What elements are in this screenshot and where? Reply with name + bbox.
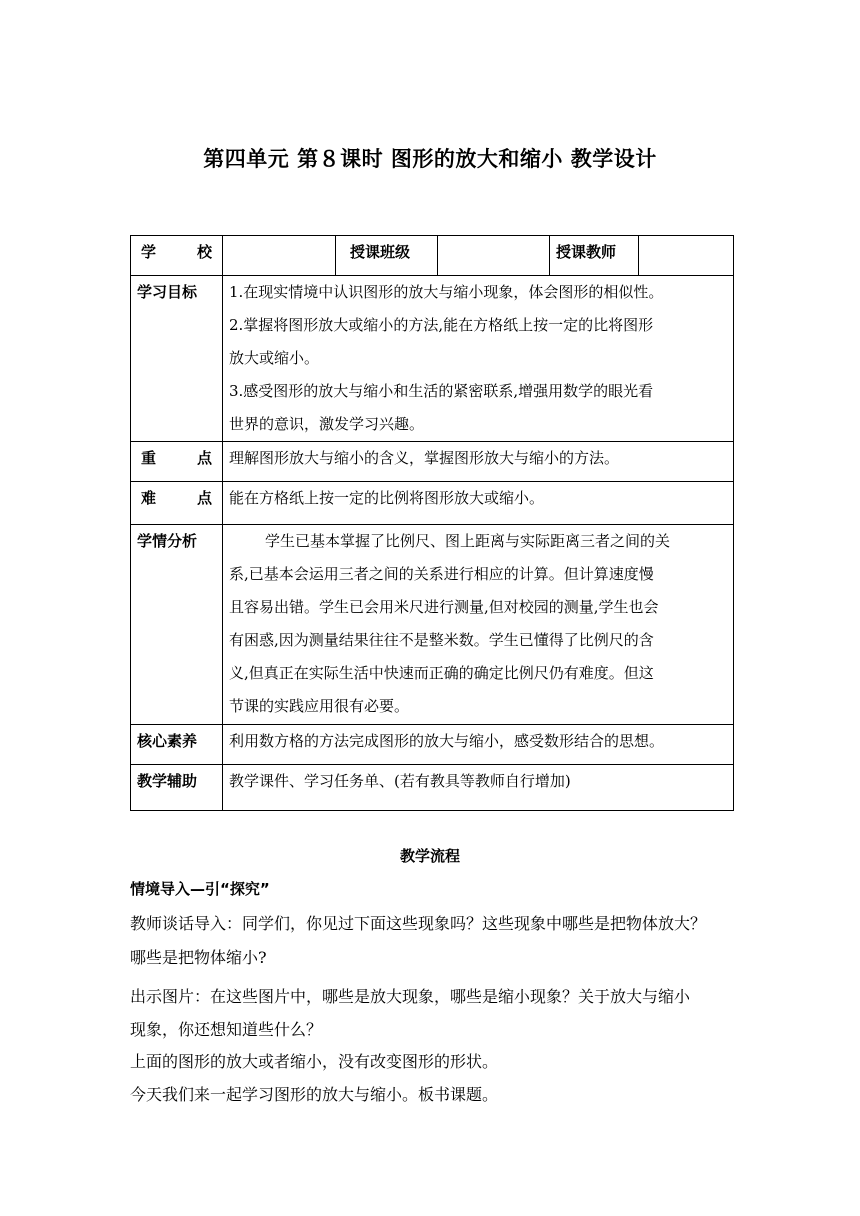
class-value-cell[interactable] [438, 236, 550, 276]
analysis-line: 且容易出错。学生已会用米尺进行测量,但对校园的测量,学生也会 [229, 598, 659, 616]
analysis-cell [223, 525, 734, 725]
row-objectives [131, 276, 734, 442]
flow-paragraph-line: 出示图片：在这些图片中，哪些是放大现象，哪些是缩小现象？关于放大与缩小 [130, 987, 691, 1006]
school-label-cell [131, 236, 223, 276]
lesson-info-table [130, 235, 734, 811]
objective-line: 2.掌握将图形放大或缩小的方法,能在方格纸上按一定的比将图形 [229, 316, 654, 334]
flow-paragraph-line: 上面的图形的放大或者缩小，没有改变图形的形状。 [130, 1052, 499, 1071]
objective-line: 1.在现实情境中认识图形的放大与缩小现象，体会图形的相似性。 [229, 283, 664, 301]
flow-paragraph-line: 现象，你还想知道些什么？ [130, 1020, 323, 1039]
analysis-line: 系,已基本会运用三者之间的关系进行相应的计算。但计算速度慢 [229, 565, 654, 583]
row-core-literacy [131, 725, 734, 765]
row-basic-info [131, 236, 734, 276]
objective-line: 3.感受图形的放大与缩小和生活的紧密联系,增强用数学的眼光看 [229, 382, 654, 400]
aids-label-cell: 教学辅助 [131, 765, 223, 811]
class-label-cell: 授课班级 [336, 236, 438, 276]
key-point-char-1: 重 [141, 449, 157, 467]
flow-paragraph-line: 教师谈话导入：同学们，你见过下面这些现象吗？这些现象中哪些是把物体放大？ [130, 914, 707, 933]
row-teaching-aids [131, 765, 734, 811]
key-point-label-cell [131, 442, 223, 482]
key-point-char-2: 点 [196, 449, 212, 467]
difficulty-char-1: 难 [141, 489, 157, 507]
teacher-value-cell[interactable] [639, 236, 734, 276]
row-key-point [131, 442, 734, 482]
core-cell: 利用数方格的方法完成图形的放大与缩小，感受数形结合的思想。 [223, 725, 734, 765]
aids-cell: 教学课件、学习任务单、(若有教具等教师自行增加) [223, 765, 734, 811]
analysis-line: 学生已基本掌握了比例尺、图上距离与实际距离三者之间的关 [265, 532, 671, 550]
analysis-line: 义,但真正在实际生活中快速而正确的确定比例尺仍有难度。但这 [229, 664, 654, 682]
school-value-cell[interactable] [223, 236, 336, 276]
objective-line: 世界的意识，激发学习兴趣。 [229, 415, 425, 433]
flow-paragraph-line: 今天我们来一起学习图形的放大与缩小。板书课题。 [130, 1085, 499, 1104]
difficulty-char-2: 点 [196, 489, 212, 507]
key-point-cell: 理解图形放大与缩小的含义，掌握图形放大与缩小的方法。 [223, 442, 734, 482]
row-analysis [131, 525, 734, 725]
teaching-flow-title: 教学流程 [399, 847, 460, 865]
flow-paragraph-line: 哪些是把物体缩小? [130, 948, 267, 967]
objectives-cell [223, 276, 734, 442]
difficulty-cell: 能在方格纸上按一定的比例将图形放大或缩小。 [223, 482, 734, 525]
row-difficulty [131, 482, 734, 525]
core-label-cell: 核心素养 [131, 725, 223, 765]
difficulty-label-cell [131, 482, 223, 525]
analysis-line: 节课的实践应用很有必要。 [229, 697, 410, 715]
section-heading: 情境导入—引“探究” [130, 880, 270, 898]
objectives-label-cell: 学习目标 [131, 276, 223, 442]
analysis-label-cell: 学情分析 [131, 525, 223, 725]
document-title: 第四单元 第８课时 图形的放大和缩小 教学设计 [203, 147, 657, 171]
school-label-char-1: 学 [141, 243, 157, 261]
school-label-char-2: 校 [196, 243, 212, 261]
analysis-line: 有困惑,因为测量结果往往不是整米数。学生已懂得了比例尺的含 [229, 631, 654, 649]
teacher-label-cell: 授课教师 [550, 236, 639, 276]
objective-line: 放大或缩小。 [229, 349, 320, 367]
